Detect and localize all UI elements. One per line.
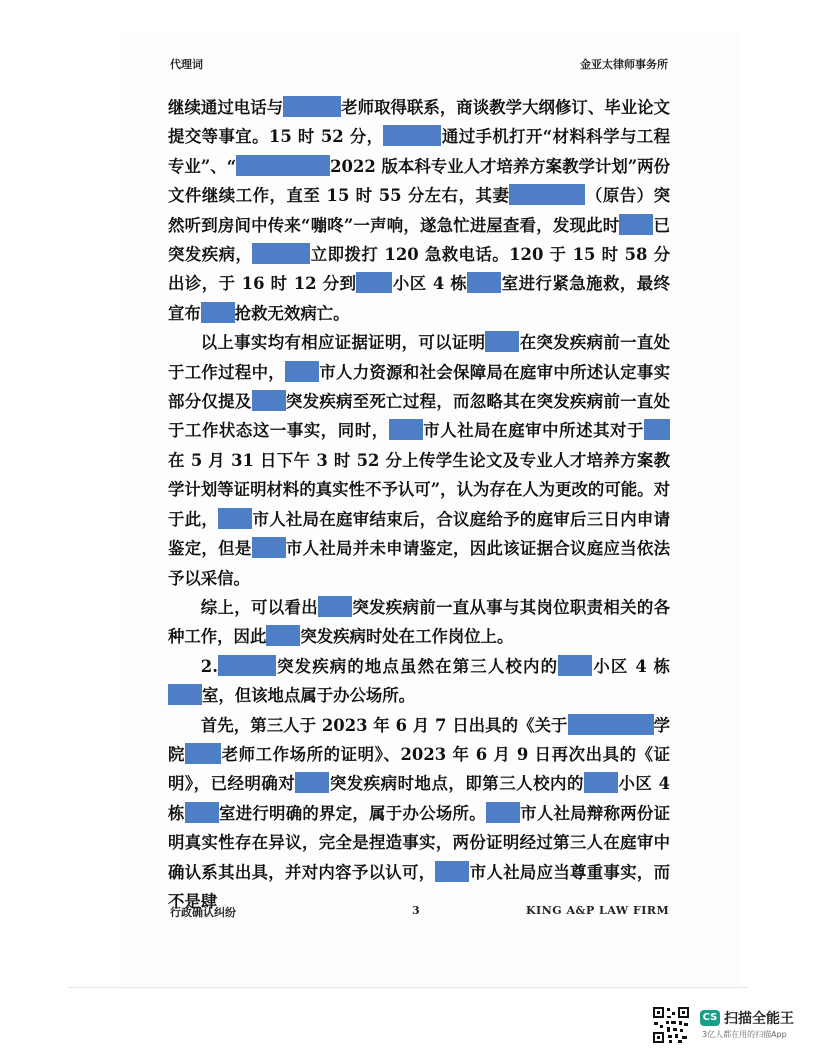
paragraph-4-heading: 2. 突发疾病的地点虽然在第三人校内的 小区 4 栋室，但该地点属于办公场所。 <box>168 652 670 711</box>
redaction <box>203 743 221 764</box>
redaction <box>218 655 276 676</box>
redaction <box>185 743 203 764</box>
footer-right: KING A&P LAW FIRM <box>526 904 670 917</box>
watermark-brand: 扫描全能王 <box>724 1011 794 1027</box>
redaction <box>356 272 374 293</box>
page-number: 3 <box>412 904 420 917</box>
redaction <box>619 214 653 235</box>
redaction <box>285 361 319 382</box>
redaction <box>252 390 286 411</box>
redaction <box>318 596 352 617</box>
redaction <box>254 155 330 176</box>
redaction <box>295 772 329 793</box>
camscanner-badge-icon: CS <box>700 1010 720 1026</box>
redaction <box>558 655 592 676</box>
redaction <box>283 96 341 117</box>
redaction <box>201 302 235 323</box>
redaction <box>435 861 469 882</box>
redaction <box>383 125 441 146</box>
redaction <box>252 537 286 558</box>
paragraph-3: 综上，可以看出 突发疾病前一直从事与其岗位职责相关的各种工作，因此 突发疾病时处在工作岗位上。 <box>168 597 671 647</box>
redaction <box>485 331 519 352</box>
redaction <box>168 684 202 705</box>
document-body <box>168 93 670 916</box>
redaction <box>266 625 300 646</box>
header-right: 金亚太律师事务所 <box>580 58 668 71</box>
footer-left: 行政确认纠纷 <box>170 906 236 919</box>
redaction <box>584 772 618 793</box>
redaction <box>252 243 310 264</box>
redaction <box>568 714 654 735</box>
paragraph-2: 以上事实均有相应证据证明，可以证明 在突发疾病前一直处于工作过程中， 市人力资源和社会保障局在庭审中所述认定事实部分仅提及 突发疾病至死亡过程，而忽略其在突发疾病前一直处于工作状态这一事实，同时， 市人社局在庭审中所述其对于在 5 月 31 日下午 3 时 52 分上传学生论文及专业人才培养方案教学计划等证明材料的真实性不予认可”，认为存在人为更改的可能。对于此， 市人社局在庭审结束后，合议庭给予的庭审后三日内申请鉴定，但是 市人社局并未申请鉴定，因此该证据合议庭应当依法予以采信。 <box>168 333 671 588</box>
qr-code-icon <box>652 1006 690 1044</box>
redaction <box>389 419 423 440</box>
redaction <box>486 802 520 823</box>
redaction <box>644 419 670 440</box>
redaction <box>467 272 501 293</box>
redaction <box>374 272 392 293</box>
paragraph-5: 首先，第三人于 2023 年 6 月 7 日出具的《关于 学院 老师工作场所的证明》、2023 年 6 月 9 日再次出具的《证明》，已经明确对 突发疾病时地点，即第三人校内的 小区 4 栋 室进行明确的界定，属于办公场所。 市人社局辩称两份证明真实性存在异议，完全是捏造事实，两份证明经过第三人在庭审中确认系其出具，并对内容予以认可， 市人社局应当尊重事实，而不是肆 <box>168 715 671 911</box>
watermark-tagline: 3亿人都在用的扫描App <box>702 1030 787 1039</box>
scan-divider <box>68 987 748 988</box>
header-left: 代理词 <box>170 58 203 71</box>
redaction <box>509 184 585 205</box>
redaction <box>185 802 219 823</box>
redaction <box>218 508 252 529</box>
redaction <box>236 155 254 176</box>
scanner-watermark <box>652 1004 802 1044</box>
paragraph-1: 继续通过电话与 老师取得联系，商谈教学大纲修订、毕业论文提交等事宜。15 时 52 分， 通过手机打开“材料科学与工程专业”、“ 2022 版本科专业人才培养方案教学计划”两份文件继续工作，直至 15 时 55 分左右，其妻 （原告）突然听到房间中传来“嘣咚”一声响，遂急忙进屋查看，发现此时 已突发疾病， 立即拨打 120 急救电话。120 于 15 时 58 分出诊，于 16 时 12 分到 小区 4 栋 室进行紧急施救，最终宣布 抢救无效病亡。 <box>168 98 671 323</box>
